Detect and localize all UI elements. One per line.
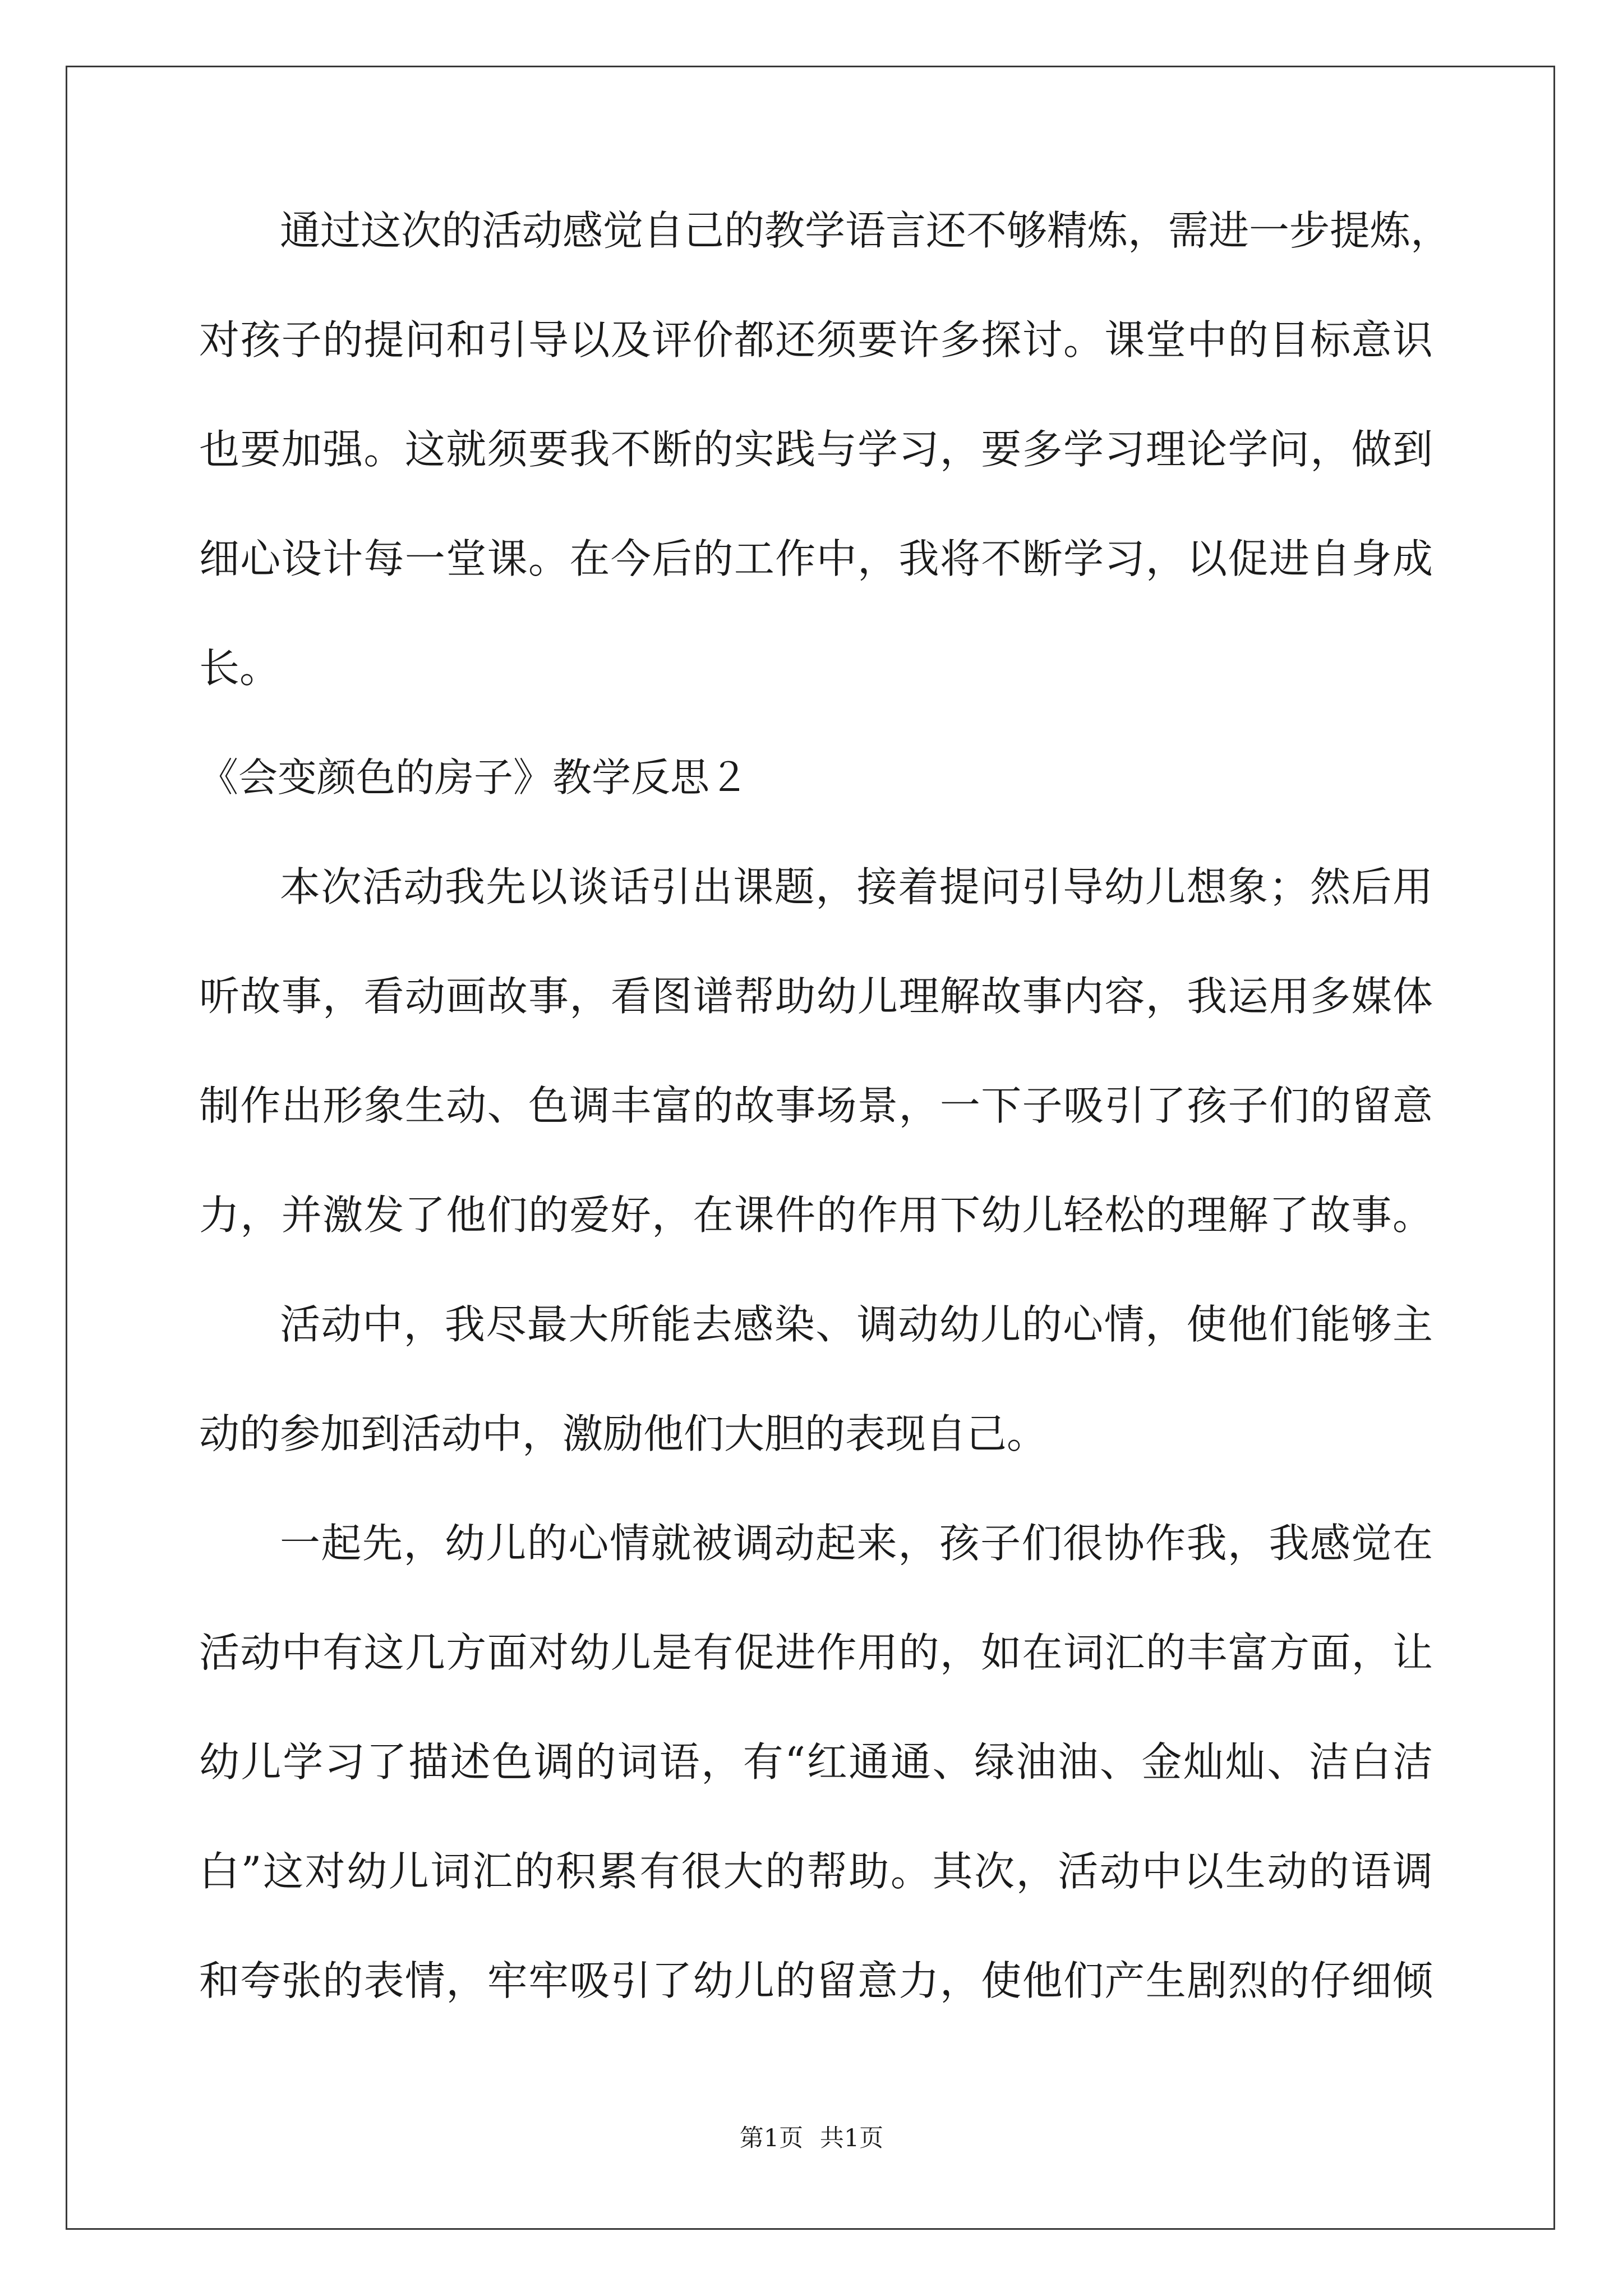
paragraph-line: 本次活动我先以谈话引出课题，接着提问引导幼儿想象；然后用 [280, 863, 1433, 910]
paragraph-line: 活动中有这几方面对幼儿是有促进作用的，如在词汇的丰富方面，让 [199, 1629, 1433, 1676]
paragraph-line: 动的参加到活动中，激励他们大胆的表现自己。 [199, 1410, 1048, 1457]
paragraph-line: 细心设计每一堂课。在今后的工作中，我将不断学习，以促进自身成 [199, 535, 1433, 582]
document-body [199, 207, 1451, 2070]
paragraph-line: 也要加强。这就须要我不断的实践与学习，要多学习理论学问，做到 [199, 426, 1433, 473]
paragraph-line: 通过这次的活动感觉自己的教学语言还不够精炼，需进一步提炼， [280, 207, 1451, 254]
paragraph-line: 听故事，看动画故事，看图谱帮助幼儿理解故事内容，我运用多媒体 [199, 973, 1433, 1020]
page-number: 第1页 [739, 2124, 804, 2152]
paragraph-line: 对孩子的提问和引导以及评价都还须要许多探讨。课堂中的目标意识 [199, 316, 1433, 364]
page-total: 共1页 [819, 2124, 884, 2152]
paragraph-line: 活动中，我尽最大所能去感染、调动幼儿的心情，使他们能够主 [280, 1301, 1433, 1348]
section-heading: 《会变颜色的房子》教学反思２ [199, 754, 749, 800]
paragraph-line: 制作出形象生动、色调丰富的故事场景，一下子吸引了孩子们的留意 [199, 1082, 1433, 1129]
paragraph-line: 长。 [199, 645, 280, 692]
paragraph-line: 幼儿学习了描述色调的词语，有“红通通、绿油油、金灿灿、洁白洁 [199, 1738, 1433, 1786]
paragraph-line: 和夸张的表情，牢牢吸引了幼儿的留意力，使他们产生剧烈的仔细倾 [199, 1957, 1433, 2004]
page-footer [0, 2124, 1623, 2152]
paragraph-line: 力，并激发了他们的爱好，在课件的作用下幼儿轻松的理解了故事。 [199, 1191, 1433, 1239]
paragraph-line: 一起先，幼儿的心情就被调动起来，孩子们很协作我，我感觉在 [280, 1520, 1433, 1567]
paragraph-line: 白”这对幼儿词汇的积累有很大的帮助。其次，活动中以生动的语调 [199, 1848, 1433, 1895]
